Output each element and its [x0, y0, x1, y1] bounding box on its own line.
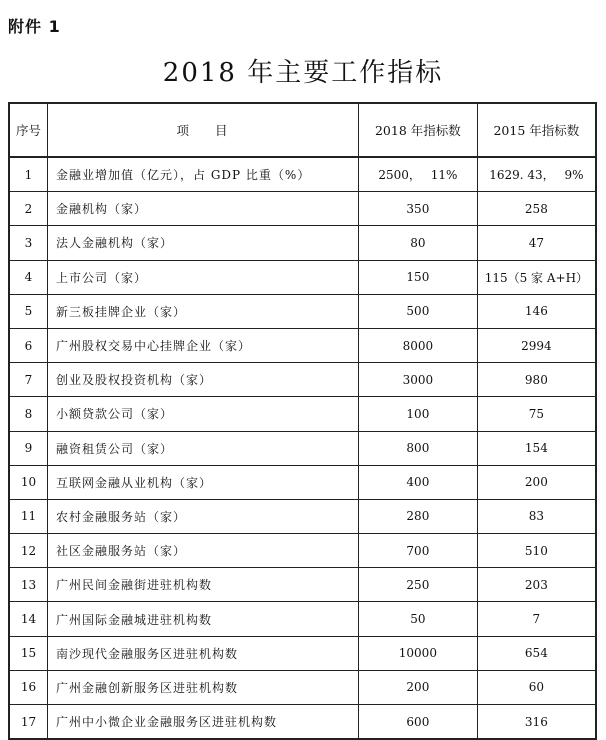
row-target-2018: 600 [359, 705, 478, 740]
row-value-2015: 258 [477, 192, 596, 226]
attachment-label: 附件 1 [8, 17, 61, 36]
row-item: 小额贷款公司（家） [48, 397, 359, 431]
row-item: 农村金融服务站（家） [48, 499, 359, 533]
row-value-2015: 1629. 43， 9% [477, 157, 596, 192]
table-row [9, 602, 596, 636]
table-body [9, 157, 596, 739]
row-item: 广州民间金融街进驻机构数 [48, 568, 359, 602]
row-index: 13 [9, 568, 48, 602]
row-value-2015: 47 [477, 226, 596, 260]
page-title: 2018 年主要工作指标 [162, 58, 444, 88]
row-target-2018: 350 [359, 192, 478, 226]
row-index: 6 [9, 328, 48, 362]
table-row [9, 192, 596, 226]
row-target-2018: 10000 [359, 636, 478, 670]
row-value-2015: 75 [477, 397, 596, 431]
table-row [9, 226, 596, 260]
row-value-2015: 115（5 家 A+H） [477, 260, 596, 294]
row-item: 创业及股权投资机构（家） [48, 363, 359, 397]
table-row [9, 260, 596, 294]
row-index: 17 [9, 705, 48, 740]
row-value-2015: 2994 [477, 328, 596, 362]
row-value-2015: 154 [477, 431, 596, 465]
row-target-2018: 150 [359, 260, 478, 294]
row-target-2018: 8000 [359, 328, 478, 362]
row-index: 16 [9, 670, 48, 704]
row-target-2018: 100 [359, 397, 478, 431]
header-item-char-1: 项 [176, 123, 191, 138]
row-item: 广州股权交易中心挂牌企业（家） [48, 328, 359, 362]
row-index: 2 [9, 192, 48, 226]
table-row [9, 534, 596, 568]
row-item: 上市公司（家） [48, 260, 359, 294]
row-value-2015: 203 [477, 568, 596, 602]
row-item: 社区金融服务站（家） [48, 534, 359, 568]
row-value-2015: 7 [477, 602, 596, 636]
row-value-2015: 60 [477, 670, 596, 704]
table-row [9, 499, 596, 533]
table-row [9, 397, 596, 431]
header-value-2015: 2015 年指标数 [477, 103, 596, 157]
row-index: 11 [9, 499, 48, 533]
header-target-2018: 2018 年指标数 [359, 103, 478, 157]
row-item: 融资租赁公司（家） [48, 431, 359, 465]
row-value-2015: 316 [477, 705, 596, 740]
row-value-2015: 200 [477, 465, 596, 499]
row-index: 15 [9, 636, 48, 670]
header-index: 序号 [9, 103, 48, 157]
table-row [9, 568, 596, 602]
row-target-2018: 400 [359, 465, 478, 499]
table-header-row [9, 103, 596, 157]
row-value-2015: 980 [477, 363, 596, 397]
row-value-2015: 654 [477, 636, 596, 670]
table-row [9, 294, 596, 328]
row-target-2018: 2500， 11% [359, 157, 478, 192]
row-item: 金融业增加值（亿元），占 GDP 比重（%） [48, 157, 359, 192]
row-target-2018: 200 [359, 670, 478, 704]
row-value-2015: 83 [477, 499, 596, 533]
row-value-2015: 146 [477, 294, 596, 328]
row-target-2018: 280 [359, 499, 478, 533]
row-index: 4 [9, 260, 48, 294]
row-item: 法人金融机构（家） [48, 226, 359, 260]
table-row [9, 636, 596, 670]
row-item: 金融机构（家） [48, 192, 359, 226]
table-row [9, 431, 596, 465]
header-item-char-2: 目 [215, 123, 230, 138]
row-index: 7 [9, 363, 48, 397]
row-target-2018: 80 [359, 226, 478, 260]
table-row [9, 465, 596, 499]
row-value-2015: 510 [477, 534, 596, 568]
row-item: 南沙现代金融服务区进驻机构数 [48, 636, 359, 670]
row-item: 新三板挂牌企业（家） [48, 294, 359, 328]
row-target-2018: 3000 [359, 363, 478, 397]
row-index: 12 [9, 534, 48, 568]
row-index: 3 [9, 226, 48, 260]
row-index: 5 [9, 294, 48, 328]
row-index: 14 [9, 602, 48, 636]
row-index: 1 [9, 157, 48, 192]
row-target-2018: 800 [359, 431, 478, 465]
row-item: 广州中小微企业金融服务区进驻机构数 [48, 705, 359, 740]
indicator-table [8, 102, 597, 740]
row-index: 10 [9, 465, 48, 499]
row-item: 互联网金融从业机构（家） [48, 465, 359, 499]
table-row [9, 363, 596, 397]
row-index: 9 [9, 431, 48, 465]
row-item: 广州金融创新服务区进驻机构数 [48, 670, 359, 704]
table-row [9, 157, 596, 192]
row-target-2018: 700 [359, 534, 478, 568]
row-index: 8 [9, 397, 48, 431]
header-item [48, 103, 359, 157]
row-target-2018: 500 [359, 294, 478, 328]
row-target-2018: 250 [359, 568, 478, 602]
table-row [9, 705, 596, 740]
row-item: 广州国际金融城进驻机构数 [48, 602, 359, 636]
table-row [9, 670, 596, 704]
row-target-2018: 50 [359, 602, 478, 636]
table-row [9, 328, 596, 362]
